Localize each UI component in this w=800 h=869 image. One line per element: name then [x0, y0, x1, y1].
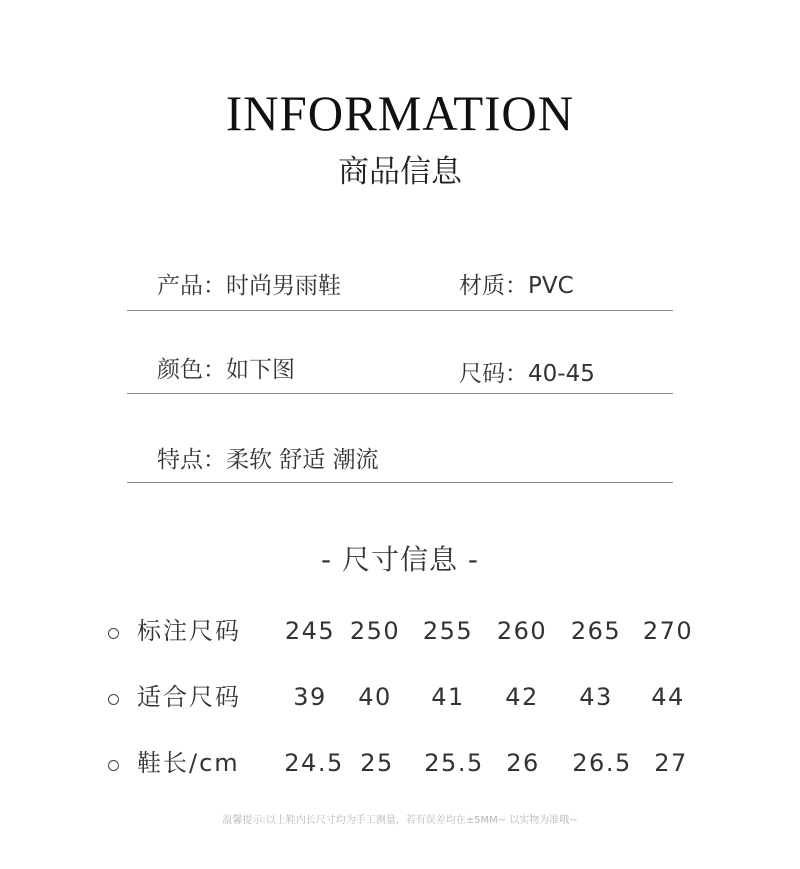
size-cell: 26.5 [572, 749, 632, 777]
circle-bullet-icon [108, 628, 119, 639]
info-divider [127, 310, 673, 311]
size-cell: 255 [422, 617, 474, 645]
size-cell: 39 [293, 683, 327, 711]
row-label: 适合尺码 [137, 683, 241, 711]
size-cell: 44 [651, 683, 685, 711]
size-cell: 43 [579, 683, 613, 711]
row-label: 标注尺码 [137, 617, 241, 645]
size-cell: 260 [496, 617, 548, 645]
page-title: INFORMATION [225, 85, 575, 141]
size-cell: 41 [431, 683, 465, 711]
product-info: 产品：时尚男雨鞋 [157, 273, 341, 299]
size-row-fit-size [0, 685, 800, 719]
size-info: 尺码：40-45 [459, 361, 595, 387]
features-info: 特点：柔软 舒适 潮流 [157, 447, 379, 473]
info-divider [127, 393, 673, 394]
size-cell: 27 [654, 749, 688, 777]
circle-bullet-icon [108, 694, 119, 705]
size-cell: 42 [505, 683, 539, 711]
footer-note: 温馨提示:以上鞋内长尺寸均为手工测量，若有误差均在±5MM~ 以实物为准哦~ [222, 815, 578, 826]
size-cell: 245 [284, 617, 336, 645]
page-subtitle: 商品信息 [338, 154, 462, 190]
circle-bullet-icon [108, 760, 119, 771]
color-info: 颜色：如下图 [157, 357, 295, 383]
size-cell: 24.5 [284, 749, 344, 777]
size-cell: 26 [506, 749, 540, 777]
size-section-title: - 尺寸信息 - [320, 543, 479, 576]
size-cell: 25.5 [424, 749, 484, 777]
size-row-shoe-length [0, 751, 800, 785]
size-cell: 265 [570, 617, 622, 645]
info-divider [127, 482, 673, 483]
size-cell: 25 [360, 749, 394, 777]
size-row-label-size [0, 619, 800, 653]
material-info: 材质：PVC [459, 273, 574, 299]
size-cell: 270 [642, 617, 694, 645]
row-label: 鞋长/cm [137, 749, 240, 777]
size-cell: 40 [358, 683, 392, 711]
size-cell: 250 [349, 617, 401, 645]
